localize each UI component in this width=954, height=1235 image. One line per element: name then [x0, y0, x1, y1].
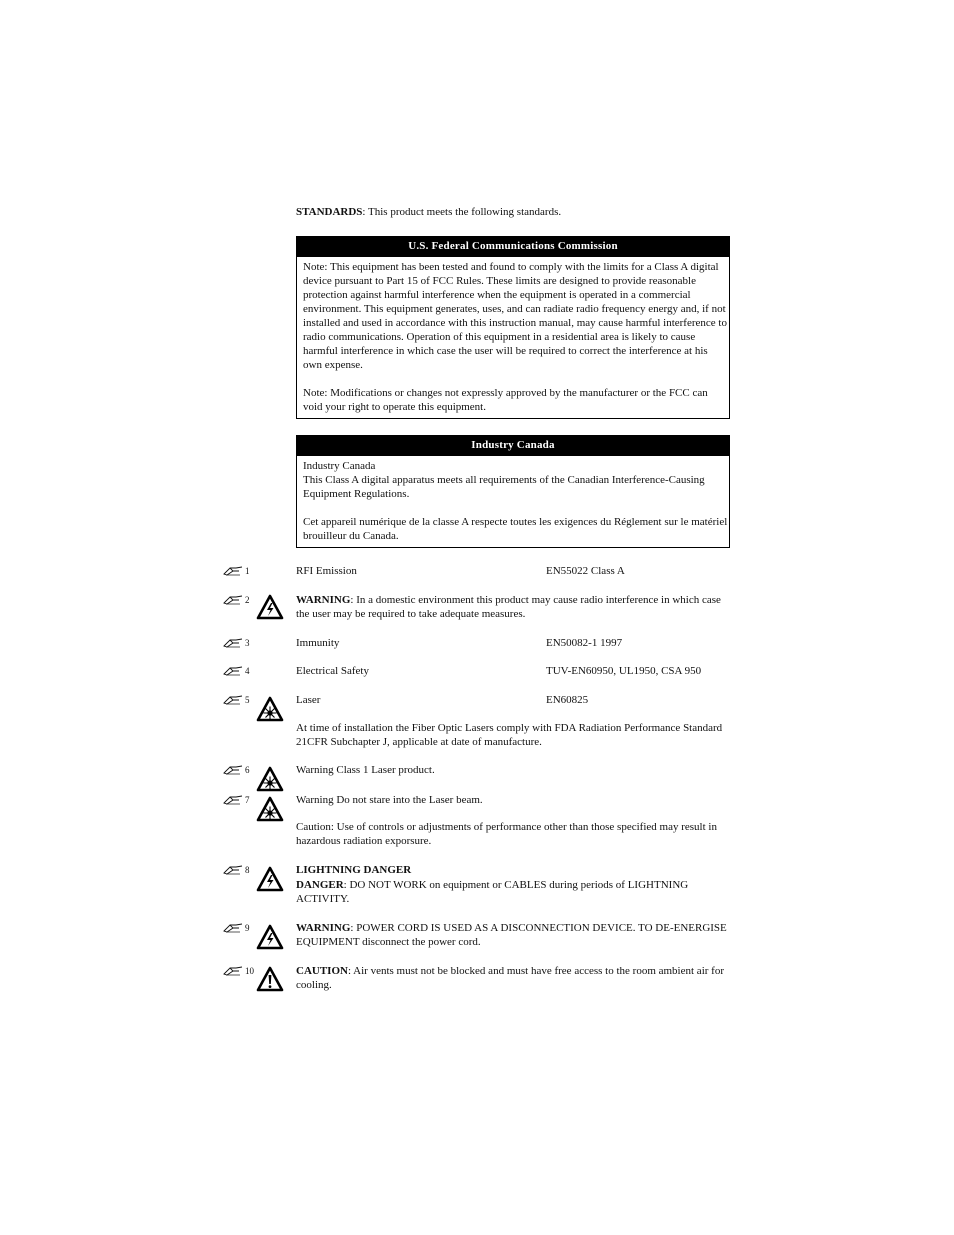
pen-icon [223, 795, 243, 805]
item-7-text: Warning Do not stare into the Laser beam. [296, 794, 483, 806]
pen-icon [223, 638, 243, 648]
item-6-text: Warning Class 1 Laser product. [296, 764, 435, 776]
item-3-value: EN50082-1 1997 [546, 637, 623, 649]
canada-line-2: This Class A digital apparatus meets all requirements of the Canadian Interference-Causing Equipment Regulations. [303, 474, 705, 500]
lightning-warning-icon [256, 866, 284, 892]
pen-icon [223, 595, 243, 605]
item-marker-9: 9 [223, 921, 263, 935]
fcc-body [297, 257, 729, 418]
item-4-label: Electrical Safety [296, 665, 369, 677]
exclamation-warning-icon [256, 966, 284, 992]
laser-warning-icon [256, 766, 284, 792]
item-marker-8: 8 [223, 863, 263, 877]
canada-body [297, 456, 729, 547]
item-marker-4: 4 [223, 664, 263, 678]
fcc-note-2: Note: Modifications or changes not expressly approved by the manufacturer or the FCC can void your right to operate this equipment. [303, 387, 708, 413]
item-2-text: WARNING: In a domestic environment this product may cause radio interference in which case the user may be required to take adequate measures. [296, 594, 721, 620]
pen-icon [223, 923, 243, 933]
canada-line-1: Industry Canada [303, 460, 376, 472]
item-marker-1: 1 [223, 564, 263, 578]
item-5-label: Laser [296, 694, 321, 706]
item-5-extra: At time of installation the Fiber Optic Lasers comply with FDA Radiation Performance Standard 21CFR Subchapter J, applicable at date of manufacture. [296, 722, 723, 748]
laser-warning-icon [256, 696, 284, 722]
standards-intro [296, 205, 736, 219]
canada-title: Industry Canada [297, 436, 729, 456]
canada-box [296, 435, 730, 548]
lightning-warning-icon [256, 594, 284, 620]
pen-icon [223, 966, 243, 976]
pen-icon [223, 566, 243, 576]
pen-icon [223, 865, 243, 875]
item-8-text: LIGHTNING DANGER DANGER: DO NOT WORK on equipment or CABLES during periods of LIGHTNING ACTIVITY. [296, 864, 689, 905]
pen-icon [223, 695, 243, 705]
item-marker-10: 10 [223, 964, 263, 978]
laser-warning-icon [256, 796, 284, 822]
item-marker-5: 5 [223, 693, 263, 707]
item-marker-6: 6 [223, 763, 263, 777]
fcc-box [296, 236, 730, 419]
item-1-label: RFI Emission [296, 565, 357, 577]
item-7-extra: Caution: Use of controls or adjustments of performance other than those specified may result in hazardous radiation exporsure. [296, 821, 717, 847]
canada-line-3: Cet appareil numérique de la classe A respecte toutes les exigences du Réglement sur le matériel brouilleur du Canada. [303, 516, 728, 542]
item-marker-3: 3 [223, 636, 263, 650]
item-5-value: EN60825 [546, 694, 589, 706]
item-10-text: CAUTION: Air vents must not be blocked and must have free access to the room ambient air for cooling. [296, 965, 724, 991]
item-marker-2: 2 [223, 593, 263, 607]
fcc-note-1: Note: This equipment has been tested and found to comply with the limits for a Class A digital device pursuant to Part 15 of FCC Rules. These limits are designed to provide reasonable protection against harmful interference when the equipment is operated in a commercial environment. This equipment generates, uses, and can radiate radio frequency energy and, if not installed and used in accordance with this instruction manual, may cause harmful interference to radio communications. Operation of this equipment in a residential area is likely to cause harmful interference in which case the user will be required to correct the interference at his own expense. [303, 261, 727, 371]
pen-icon [223, 765, 243, 775]
item-4-value: TUV-EN60950, UL1950, CSA 950 [546, 665, 702, 677]
item-8-heading: LIGHTNING DANGER [296, 864, 412, 876]
item-3-label: Immunity [296, 637, 340, 649]
item-1-value: EN55022 Class A [546, 565, 625, 577]
standards-label: STANDARDS [296, 206, 363, 218]
item-9-text: WARNING: POWER CORD IS USED AS A DISCONNECTION DEVICE. TO DE-ENERGISE EQUIPMENT disconnect the power cord. [296, 922, 727, 948]
pen-icon [223, 666, 243, 676]
fcc-title: U.S. Federal Communications Commission [297, 237, 729, 257]
standards-text: : This product meets the following standards. [362, 206, 562, 218]
lightning-warning-icon [256, 924, 284, 950]
item-marker-7: 7 [223, 793, 263, 807]
